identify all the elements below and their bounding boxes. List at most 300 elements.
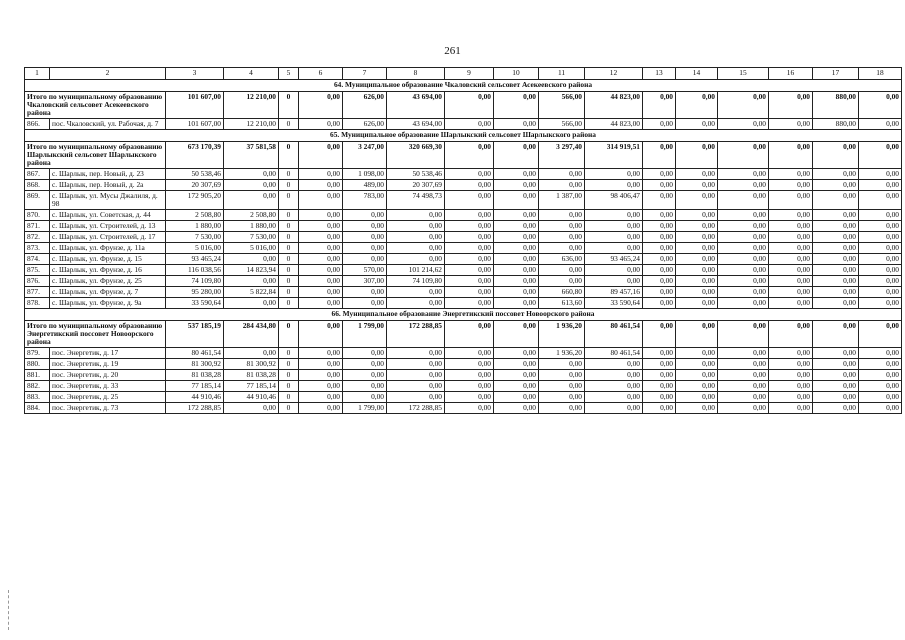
row-number: 872. xyxy=(25,232,50,243)
row-value: 0,00 xyxy=(445,191,494,210)
row-address: пос. Энергетик, д. 25 xyxy=(50,392,166,403)
row-value: 0,00 xyxy=(676,243,718,254)
row-value: 0,00 xyxy=(813,403,859,414)
row-value: 0,00 xyxy=(813,359,859,370)
row-address: с. Шарлык, ул. Мусы Джалиля, д. 98 xyxy=(50,191,166,210)
row-value: 566,00 xyxy=(539,119,585,130)
row-value: 0,00 xyxy=(859,287,902,298)
row-value: 0,00 xyxy=(224,180,279,191)
total-value: 44 823,00 xyxy=(585,92,643,119)
row-value: 0,00 xyxy=(445,298,494,309)
row-value: 0,00 xyxy=(769,180,813,191)
row-value: 101 214,62 xyxy=(387,265,445,276)
row-value: 0,00 xyxy=(494,180,539,191)
row-value: 0,00 xyxy=(718,392,769,403)
row-value: 0,00 xyxy=(718,359,769,370)
row-value: 489,00 xyxy=(343,180,387,191)
row-value: 0,00 xyxy=(494,254,539,265)
row-value: 0,00 xyxy=(643,169,676,180)
table-row xyxy=(25,359,902,370)
row-number: 883. xyxy=(25,392,50,403)
row-value: 0,00 xyxy=(494,119,539,130)
page-number: 261 xyxy=(444,45,461,57)
row-value: 0,00 xyxy=(813,298,859,309)
total-value: 3 297,40 xyxy=(539,142,585,169)
total-value: 1 799,00 xyxy=(343,321,387,348)
row-value: 0,00 xyxy=(224,254,279,265)
row-value: 0,00 xyxy=(859,180,902,191)
row-value: 0 xyxy=(279,287,299,298)
row-address: с. Шарлык, ул. Строителей, д. 13 xyxy=(50,221,166,232)
row-value: 0,00 xyxy=(643,370,676,381)
total-value: 0 xyxy=(279,142,299,169)
row-value: 0,00 xyxy=(813,276,859,287)
row-value: 0,00 xyxy=(718,298,769,309)
row-value: 0,00 xyxy=(585,210,643,221)
row-value: 5 822,84 xyxy=(224,287,279,298)
row-value: 0,00 xyxy=(859,265,902,276)
row-value: 0,00 xyxy=(718,348,769,359)
row-value: 81 300,92 xyxy=(224,359,279,370)
row-address: пос. Энергетик, д. 33 xyxy=(50,381,166,392)
row-value: 0,00 xyxy=(224,348,279,359)
total-value: 0,00 xyxy=(859,321,902,348)
column-number: 4 xyxy=(224,68,279,80)
row-value: 0,00 xyxy=(343,348,387,359)
row-value: 0,00 xyxy=(859,392,902,403)
row-address: пос. Энергетик, д. 17 xyxy=(50,348,166,359)
row-value: 0,00 xyxy=(494,169,539,180)
row-value: 0,00 xyxy=(494,381,539,392)
row-value: 0,00 xyxy=(585,169,643,180)
row-value: 50 538,46 xyxy=(387,169,445,180)
row-value: 0,00 xyxy=(539,265,585,276)
row-value: 0 xyxy=(279,180,299,191)
total-value: 0,00 xyxy=(445,321,494,348)
row-value: 0,00 xyxy=(387,392,445,403)
row-value: 0,00 xyxy=(299,403,343,414)
row-value: 0,00 xyxy=(224,191,279,210)
row-value: 0,00 xyxy=(643,221,676,232)
row-value: 0,00 xyxy=(494,191,539,210)
column-number: 11 xyxy=(539,68,585,80)
row-value: 0,00 xyxy=(813,287,859,298)
row-value: 1 799,00 xyxy=(343,403,387,414)
row-value: 0,00 xyxy=(859,232,902,243)
row-value: 0,00 xyxy=(387,243,445,254)
row-value: 0 xyxy=(279,298,299,309)
total-value: 37 581,58 xyxy=(224,142,279,169)
column-number: 5 xyxy=(279,68,299,80)
table-row xyxy=(25,180,902,191)
row-address: с. Шарлык, пер. Новый, д. 2а xyxy=(50,180,166,191)
total-value: 0,00 xyxy=(769,321,813,348)
section-title: 66. Муниципальное образование Энергетикский поссовет Новоорского района xyxy=(25,309,902,321)
row-value: 0,00 xyxy=(769,287,813,298)
column-number: 10 xyxy=(494,68,539,80)
row-value: 0,00 xyxy=(643,381,676,392)
row-value: 0 xyxy=(279,254,299,265)
row-value: 0,00 xyxy=(813,254,859,265)
row-value: 0,00 xyxy=(299,232,343,243)
table-row xyxy=(25,348,902,359)
row-value: 0,00 xyxy=(643,210,676,221)
row-value: 0 xyxy=(279,392,299,403)
row-value: 0,00 xyxy=(859,381,902,392)
table-row xyxy=(25,119,902,130)
row-value: 101 607,00 xyxy=(166,119,224,130)
total-value: 43 694,00 xyxy=(387,92,445,119)
table-row xyxy=(25,298,902,309)
row-value: 0,00 xyxy=(299,191,343,210)
section-title-row xyxy=(25,130,902,142)
row-value: 0,00 xyxy=(224,298,279,309)
row-value: 636,00 xyxy=(539,254,585,265)
row-value: 0,00 xyxy=(539,381,585,392)
column-number: 13 xyxy=(643,68,676,80)
total-value: 0,00 xyxy=(676,92,718,119)
table-row xyxy=(25,265,902,276)
table-row xyxy=(25,370,902,381)
row-value: 1 098,00 xyxy=(343,169,387,180)
total-value: 101 607,00 xyxy=(166,92,224,119)
total-value: 0,00 xyxy=(813,321,859,348)
row-value: 0,00 xyxy=(445,403,494,414)
row-value: 116 038,56 xyxy=(166,265,224,276)
row-value: 0,00 xyxy=(585,359,643,370)
row-value: 0,00 xyxy=(718,265,769,276)
total-value: 626,00 xyxy=(343,92,387,119)
total-value: 0,00 xyxy=(445,92,494,119)
section-total-row xyxy=(25,321,902,348)
row-value: 0,00 xyxy=(299,381,343,392)
table-row xyxy=(25,221,902,232)
row-value: 0,00 xyxy=(299,210,343,221)
row-value: 0,00 xyxy=(585,403,643,414)
row-number: 869. xyxy=(25,191,50,210)
total-value: 284 434,80 xyxy=(224,321,279,348)
row-address: пос. Чкаловский, ул. Рабочая, д. 7 xyxy=(50,119,166,130)
row-value: 81 038,28 xyxy=(224,370,279,381)
row-value: 0,00 xyxy=(585,232,643,243)
total-value: 0,00 xyxy=(643,321,676,348)
row-value: 0,00 xyxy=(494,210,539,221)
row-value: 0,00 xyxy=(387,221,445,232)
row-value: 0,00 xyxy=(494,392,539,403)
row-value: 74 498,73 xyxy=(387,191,445,210)
section-title: 64. Муниципальное образование Чкаловский сельсовет Асекеевского района xyxy=(25,80,902,92)
row-value: 0,00 xyxy=(718,243,769,254)
row-value: 0,00 xyxy=(539,243,585,254)
row-value: 0,00 xyxy=(813,370,859,381)
row-value: 0,00 xyxy=(494,276,539,287)
row-value: 0,00 xyxy=(718,287,769,298)
row-value: 0,00 xyxy=(343,221,387,232)
row-value: 0,00 xyxy=(539,370,585,381)
row-value: 0,00 xyxy=(299,287,343,298)
row-value: 0,00 xyxy=(224,276,279,287)
total-value: 0,00 xyxy=(299,142,343,169)
row-value: 0,00 xyxy=(769,348,813,359)
table-row xyxy=(25,381,902,392)
row-value: 0,00 xyxy=(299,119,343,130)
row-value: 0,00 xyxy=(299,180,343,191)
row-value: 0,00 xyxy=(718,403,769,414)
row-value: 0,00 xyxy=(859,348,902,359)
total-value: 0,00 xyxy=(676,321,718,348)
row-value: 0,00 xyxy=(387,381,445,392)
row-value: 0,00 xyxy=(299,243,343,254)
row-value: 0,00 xyxy=(676,191,718,210)
row-value: 0,00 xyxy=(676,298,718,309)
row-value: 0,00 xyxy=(539,180,585,191)
register-table xyxy=(24,67,902,414)
column-number: 6 xyxy=(299,68,343,80)
row-value: 0,00 xyxy=(343,370,387,381)
row-number: 870. xyxy=(25,210,50,221)
row-value: 0 xyxy=(279,370,299,381)
row-value: 0,00 xyxy=(813,232,859,243)
row-value: 0,00 xyxy=(769,276,813,287)
column-number: 7 xyxy=(343,68,387,80)
total-value: 0,00 xyxy=(445,142,494,169)
row-value: 0,00 xyxy=(769,119,813,130)
table-row xyxy=(25,403,902,414)
total-value: 0,00 xyxy=(299,92,343,119)
row-number: 871. xyxy=(25,221,50,232)
row-value: 0,00 xyxy=(445,221,494,232)
row-value: 0,00 xyxy=(445,265,494,276)
row-value: 0,00 xyxy=(643,359,676,370)
row-value: 0,00 xyxy=(494,232,539,243)
row-value: 0,00 xyxy=(676,403,718,414)
section-title-row xyxy=(25,309,902,321)
row-value: 0,00 xyxy=(769,381,813,392)
column-number: 18 xyxy=(859,68,902,80)
row-value: 74 109,80 xyxy=(387,276,445,287)
row-value: 172 905,20 xyxy=(166,191,224,210)
row-value: 0,00 xyxy=(676,359,718,370)
total-value: 1 936,20 xyxy=(539,321,585,348)
row-value: 0,00 xyxy=(718,370,769,381)
row-value: 0,00 xyxy=(643,180,676,191)
row-value: 0,00 xyxy=(299,265,343,276)
row-value: 783,00 xyxy=(343,191,387,210)
total-value: 0,00 xyxy=(859,142,902,169)
row-value: 0,00 xyxy=(343,359,387,370)
row-value: 0,00 xyxy=(539,359,585,370)
table-row xyxy=(25,232,902,243)
row-value: 0,00 xyxy=(445,359,494,370)
row-value: 0,00 xyxy=(676,348,718,359)
row-value: 0,00 xyxy=(643,232,676,243)
row-value: 0,00 xyxy=(643,348,676,359)
row-address: с. Шарлык, ул. Фрунзе, д. 25 xyxy=(50,276,166,287)
row-value: 43 694,00 xyxy=(387,119,445,130)
row-number: 876. xyxy=(25,276,50,287)
row-address: пос. Энергетик, д. 19 xyxy=(50,359,166,370)
row-value: 660,80 xyxy=(539,287,585,298)
row-address: с. Шарлык, ул. Фрунзе, д. 16 xyxy=(50,265,166,276)
row-value: 0,00 xyxy=(859,210,902,221)
total-value: 172 288,85 xyxy=(387,321,445,348)
row-value: 0,00 xyxy=(676,180,718,191)
column-number: 8 xyxy=(387,68,445,80)
table-row xyxy=(25,287,902,298)
row-value: 98 406,47 xyxy=(585,191,643,210)
row-value: 0,00 xyxy=(224,403,279,414)
row-value: 0,00 xyxy=(718,191,769,210)
row-value: 0,00 xyxy=(585,381,643,392)
row-value: 0,00 xyxy=(445,254,494,265)
row-value: 0 xyxy=(279,119,299,130)
section-title: 65. Муниципальное образование Шарлыкский сельсовет Шарлыкского района xyxy=(25,130,902,142)
row-value: 0,00 xyxy=(813,180,859,191)
row-number: 879. xyxy=(25,348,50,359)
row-value: 0,00 xyxy=(769,191,813,210)
row-value: 0,00 xyxy=(769,359,813,370)
row-value: 0,00 xyxy=(343,243,387,254)
row-value: 0,00 xyxy=(769,243,813,254)
row-value: 0,00 xyxy=(718,232,769,243)
row-value: 0,00 xyxy=(718,276,769,287)
column-number: 14 xyxy=(676,68,718,80)
row-value: 0,00 xyxy=(539,169,585,180)
row-value: 0,00 xyxy=(813,169,859,180)
row-value: 0,00 xyxy=(813,210,859,221)
row-value: 0,00 xyxy=(387,298,445,309)
row-value: 0 xyxy=(279,381,299,392)
total-value: 0,00 xyxy=(718,92,769,119)
row-value: 0,00 xyxy=(387,359,445,370)
total-value: 0,00 xyxy=(718,142,769,169)
row-value: 0,00 xyxy=(299,169,343,180)
row-value: 0 xyxy=(279,169,299,180)
row-number: 867. xyxy=(25,169,50,180)
total-value: 673 170,39 xyxy=(166,142,224,169)
row-value: 0,00 xyxy=(445,119,494,130)
row-number: 878. xyxy=(25,298,50,309)
row-value: 33 590,64 xyxy=(166,298,224,309)
row-value: 0,00 xyxy=(859,191,902,210)
row-value: 5 016,00 xyxy=(166,243,224,254)
row-number: 882. xyxy=(25,381,50,392)
row-value: 0,00 xyxy=(676,169,718,180)
row-address: с. Шарлык, ул. Строителей, д. 17 xyxy=(50,232,166,243)
row-value: 77 185,14 xyxy=(166,381,224,392)
row-value: 44 910,46 xyxy=(166,392,224,403)
row-value: 0,00 xyxy=(676,287,718,298)
column-number: 9 xyxy=(445,68,494,80)
row-value: 0,00 xyxy=(676,232,718,243)
total-value: 0,00 xyxy=(769,92,813,119)
row-value: 0,00 xyxy=(718,221,769,232)
row-value: 0,00 xyxy=(585,276,643,287)
row-number: 866. xyxy=(25,119,50,130)
row-value: 1 387,00 xyxy=(539,191,585,210)
row-value: 0,00 xyxy=(859,221,902,232)
row-value: 0,00 xyxy=(387,348,445,359)
total-label: Итого по муниципальному образованию Шарлыкский сельсовет Шарлыкского района xyxy=(25,142,166,169)
row-value: 93 465,24 xyxy=(166,254,224,265)
row-value: 0,00 xyxy=(445,370,494,381)
row-value: 0,00 xyxy=(445,232,494,243)
table-row xyxy=(25,169,902,180)
row-value: 0,00 xyxy=(769,403,813,414)
row-value: 0,00 xyxy=(859,119,902,130)
row-value: 0,00 xyxy=(494,265,539,276)
row-value: 0,00 xyxy=(343,254,387,265)
row-value: 0,00 xyxy=(299,359,343,370)
column-number: 16 xyxy=(769,68,813,80)
row-value: 0,00 xyxy=(643,265,676,276)
row-value: 14 823,94 xyxy=(224,265,279,276)
row-value: 0,00 xyxy=(676,210,718,221)
total-value: 0,00 xyxy=(299,321,343,348)
total-value: 320 669,30 xyxy=(387,142,445,169)
row-value: 0,00 xyxy=(643,276,676,287)
row-value: 0,00 xyxy=(387,232,445,243)
total-value: 0,00 xyxy=(494,321,539,348)
row-value: 0,00 xyxy=(343,381,387,392)
table-row xyxy=(25,254,902,265)
row-value: 0,00 xyxy=(813,221,859,232)
row-value: 0,00 xyxy=(494,370,539,381)
row-address: с. Шарлык, ул. Фрунзе, д. 11а xyxy=(50,243,166,254)
row-value: 1 880,00 xyxy=(166,221,224,232)
row-value: 81 038,28 xyxy=(166,370,224,381)
row-value: 0,00 xyxy=(445,287,494,298)
total-value: 0,00 xyxy=(813,142,859,169)
row-address: с. Шарлык, ул. Фрунзе, д. 7 xyxy=(50,287,166,298)
total-value: 3 247,00 xyxy=(343,142,387,169)
row-value: 0,00 xyxy=(539,232,585,243)
row-value: 0,00 xyxy=(718,254,769,265)
row-value: 307,00 xyxy=(343,276,387,287)
section-title-row xyxy=(25,80,902,92)
row-value: 7 530,00 xyxy=(166,232,224,243)
row-value: 0,00 xyxy=(813,191,859,210)
row-address: пос. Энергетик, д. 73 xyxy=(50,403,166,414)
row-value: 12 210,00 xyxy=(224,119,279,130)
row-value: 0,00 xyxy=(676,370,718,381)
table-row xyxy=(25,210,902,221)
row-value: 0,00 xyxy=(859,298,902,309)
row-value: 50 538,46 xyxy=(166,169,224,180)
row-value: 0,00 xyxy=(539,392,585,403)
row-value: 80 461,54 xyxy=(585,348,643,359)
row-value: 44 823,00 xyxy=(585,119,643,130)
row-number: 880. xyxy=(25,359,50,370)
row-value: 0,00 xyxy=(813,265,859,276)
row-value: 7 530,00 xyxy=(224,232,279,243)
row-value: 0,00 xyxy=(299,276,343,287)
row-value: 0,00 xyxy=(718,169,769,180)
row-value: 0 xyxy=(279,359,299,370)
row-value: 20 307,69 xyxy=(166,180,224,191)
total-value: 0,00 xyxy=(494,142,539,169)
row-value: 0,00 xyxy=(585,243,643,254)
row-value: 0,00 xyxy=(387,370,445,381)
row-value: 0,00 xyxy=(494,298,539,309)
row-value: 0 xyxy=(279,221,299,232)
row-value: 0,00 xyxy=(769,265,813,276)
total-value: 0 xyxy=(279,92,299,119)
row-value: 0,00 xyxy=(343,287,387,298)
total-value: 0,00 xyxy=(718,321,769,348)
row-value: 0,00 xyxy=(859,403,902,414)
row-number: 877. xyxy=(25,287,50,298)
